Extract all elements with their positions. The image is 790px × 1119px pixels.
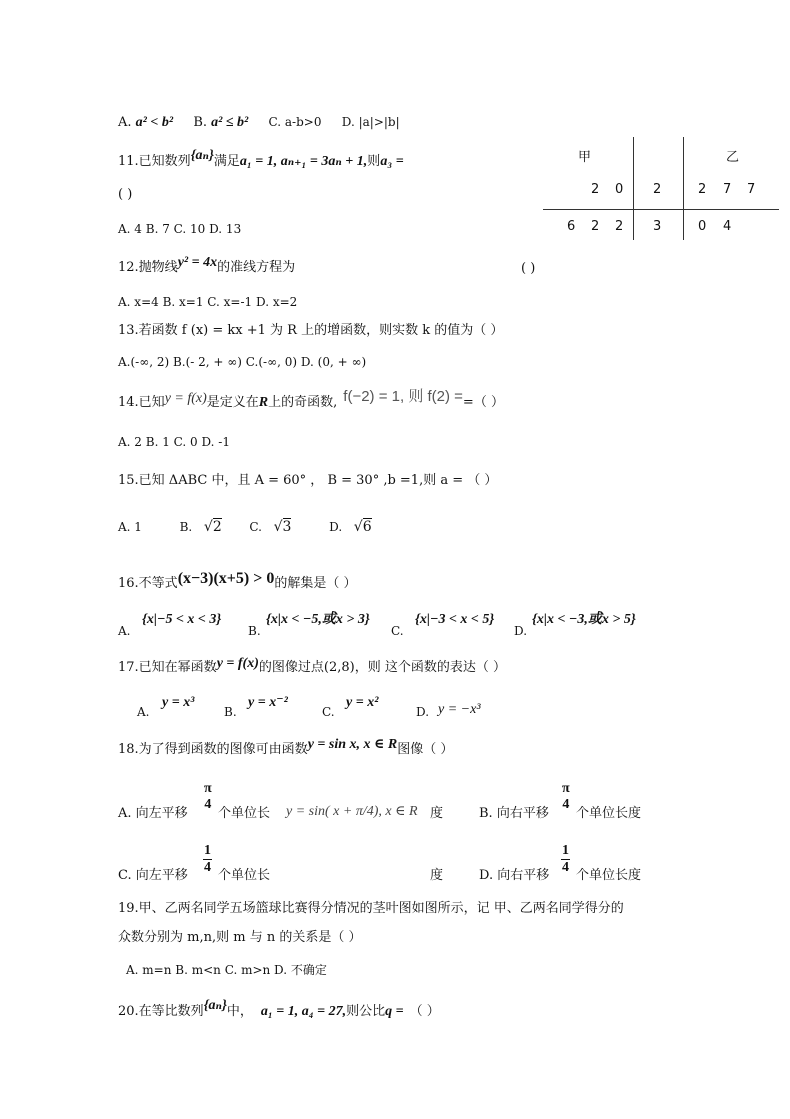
q20-expr-q: q = <box>385 1004 404 1019</box>
q14-options: A. 2 B. 1 C. 0 D. -1 <box>118 435 230 449</box>
q19-options: A. m=n B. m<n C. m>n D. 不确定 <box>126 963 327 977</box>
stem-leaf-right: 4 <box>723 219 732 234</box>
q16-text-pre: 16.不等式 <box>118 576 178 591</box>
q16-option-b-expr: {x|x < −5,或x > 3} <box>266 612 370 627</box>
q17-option-d-expr: y = −x³ <box>438 702 481 717</box>
q15-option-b-label: B. <box>179 520 193 534</box>
q18-option-c-label: C. 向左平移 <box>118 868 188 883</box>
fraction-numerator: π <box>562 781 570 796</box>
q18-option-b-fraction <box>561 781 571 813</box>
q16-option-c-expr: {x|−3 < x < 5} <box>415 612 495 627</box>
q10-options <box>118 113 400 132</box>
sqrt-symbol: √ <box>273 519 283 535</box>
fraction-denominator: 4 <box>204 860 211 875</box>
fraction-denominator: 4 <box>204 797 212 812</box>
q15-option-d-label: D. <box>329 520 343 534</box>
q13-options: A.(-∞, 2) B.(- 2, + ∞) C.(-∞, 0) D. (0, + ∞) <box>118 355 367 369</box>
q16-option-b-label: B. <box>248 624 261 638</box>
q20-text-mid: 中， <box>226 1004 253 1019</box>
sqrt-symbol: √ <box>203 519 213 535</box>
q12-paren: ( ) <box>521 261 536 276</box>
q18-option-a-du: 度 <box>430 806 444 821</box>
q11-expr-seq: {aₙ} <box>190 148 214 163</box>
q16-question <box>118 570 357 593</box>
q20-question <box>118 998 440 1021</box>
q18-option-b-unit: 个单位长度 <box>576 806 642 821</box>
q18-option-d-unit: 个单位长度 <box>576 868 642 883</box>
q19-question-line2: 众数分别为 m,n,则 m 与 n 的关系是（ ） <box>118 930 362 945</box>
q17-expr: y = f(x) <box>216 656 259 671</box>
q17-option-c-label: C. <box>322 705 335 719</box>
stem-leaf-left: 0 <box>615 182 624 197</box>
q16-text-post: 的解集是（ ） <box>274 576 357 591</box>
q14-expr-values: f(−2) = 1, 则 f(2) = <box>343 388 463 405</box>
q18-text-post: 图像（ ） <box>397 742 454 757</box>
q14-question <box>118 388 504 412</box>
q16-option-c-label: C. <box>391 624 404 638</box>
q18-option-a-label: A. 向左平移 <box>118 806 188 821</box>
stem-leaf-left: 2 <box>591 219 600 234</box>
q17-option-b-label: B. <box>224 705 237 719</box>
q18-option-b-label: B. 向右平移 <box>479 806 549 821</box>
q13-question: 13.若函数 f (x) = kx +1 为 R 上的增函数，则实数 k 的值为（ ） <box>118 323 504 338</box>
q11-question <box>118 148 404 171</box>
q11-text-pre: 11.已知数列 <box>118 154 191 169</box>
q20-expr-seq: {aₙ} <box>203 998 227 1013</box>
q15-options <box>118 518 372 536</box>
q18-option-c-unit: 个单位长 <box>218 868 271 883</box>
q17-option-b-expr: y = x⁻² <box>248 695 288 710</box>
q18-option-a-unit: 个单位长 <box>218 806 271 821</box>
stem-left-line <box>633 137 634 240</box>
stem-leaf-plot <box>543 137 779 240</box>
stem-leaf-divider <box>543 209 779 210</box>
q11-paren: ( ) <box>118 187 133 202</box>
q11-text-mid: 满足 <box>213 154 240 169</box>
sqrt-symbol: √ <box>353 519 363 535</box>
stem-value: 2 <box>653 182 662 197</box>
q17-option-a-expr: y = x³ <box>162 695 195 710</box>
q11-expr-a3: a₃ = <box>380 154 404 169</box>
stem-leaf-right: 7 <box>723 182 732 197</box>
q14-text-post: =（ ） <box>462 395 504 410</box>
q14-text-mid: 是定义在 <box>206 395 259 410</box>
stem-right-header: 乙 <box>726 150 740 165</box>
q12-options: A. x=4 B. x=1 C. x=-1 D. x=2 <box>118 295 298 309</box>
q16-option-d-label: D. <box>514 624 528 638</box>
stem-right-line <box>683 137 684 240</box>
q12-expr: y² = 4x <box>177 255 218 270</box>
q16-option-d-expr: {x|x < −3,或x > 5} <box>532 612 636 627</box>
q12-text-post: 的准线方程为 <box>217 260 296 275</box>
q20-text-then: 则公比 <box>346 1004 386 1019</box>
q16-option-a-label: A. <box>118 624 131 638</box>
stem-leaf-left: 2 <box>591 182 600 197</box>
stem-leaf-right: 0 <box>698 219 707 234</box>
fraction-numerator: 1 <box>204 843 211 858</box>
q17-question <box>118 656 506 677</box>
q18-option-a-fraction <box>203 781 213 813</box>
q10-option-b-expr: a² ≤ b² <box>211 115 249 130</box>
q18-text-pre: 18.为了得到函数的图像可由函数 <box>118 742 308 757</box>
q20-paren: （ ） <box>409 1004 440 1019</box>
q10-option-a-expr: a² < b² <box>135 115 174 130</box>
q10-option-d: D. |a|>|b| <box>341 115 400 129</box>
q19-question-line1: 19.甲、乙两名同学五场篮球比赛得分情况的茎叶图如图所示，记 甲、乙两名同学得分的 <box>118 901 624 916</box>
q15-option-c-value: 3 <box>282 519 292 535</box>
fraction-denominator: 4 <box>562 797 570 812</box>
stem-leaf-left: 6 <box>567 219 576 234</box>
q15-option-b-value: 2 <box>212 519 222 535</box>
q14-text-pre: 14.已知 <box>118 395 165 410</box>
q11-text-then: 则 <box>367 154 381 169</box>
fraction-numerator: π <box>204 781 212 796</box>
q14-expr-function: y = f(x) <box>164 391 207 406</box>
fraction-denominator: 4 <box>562 860 569 875</box>
q17-option-d-label: D. <box>416 705 430 719</box>
q15-option-c-label: C. <box>249 520 262 534</box>
q17-text-pre: 17.已知在幂函数 <box>118 660 217 675</box>
q15-option-d-value: 6 <box>362 519 372 535</box>
q18-question <box>118 737 454 759</box>
q11-options: A. 4 B. 7 C. 10 D. 13 <box>118 222 242 236</box>
q16-option-a-expr: {x|−5 < x < 3} <box>142 612 222 627</box>
q11-expr-recurrence: a₁ = 1, aₙ₊₁ = 3aₙ + 1, <box>239 154 368 169</box>
q10-option-c: C. a-b>0 <box>268 115 322 129</box>
q18-target-function: y = sin( x + π/4), x ∈ R <box>286 804 418 819</box>
q15-option-a: A. 1 <box>118 520 142 534</box>
fraction-numerator: 1 <box>562 843 569 858</box>
stem-leaf-right: 7 <box>747 182 756 197</box>
q17-option-c-expr: y = x² <box>346 695 379 710</box>
q18-expr: y = sin x, x ∈ R <box>307 737 398 752</box>
q14-expr-domain: R <box>258 395 269 410</box>
q20-text-pre: 20.在等比数列 <box>118 1004 204 1019</box>
q17-option-a-label: A. <box>137 705 150 719</box>
q12-question <box>118 255 296 277</box>
q18-option-d-fraction <box>561 843 570 876</box>
q18-option-d-label: D. 向右平移 <box>479 868 550 883</box>
q15-question: 15.已知 ΔABC 中，且 A = 60° ， B = 30° ,b =1,则 a = （ ） <box>118 473 498 488</box>
q10-option-a-label: A. <box>118 115 132 130</box>
q10-option-b-label: B. <box>193 115 208 130</box>
q12-text-pre: 12.抛物线 <box>118 260 178 275</box>
q16-expr: (x−3)(x+5) > 0 <box>177 570 275 587</box>
stem-leaf-left: 2 <box>615 219 624 234</box>
stem-value: 3 <box>653 219 662 234</box>
q17-text-post: 的图像过点(2,8)，则 这个函数的表达（ ） <box>258 660 506 675</box>
q20-expr-terms: a₁ = 1, a₄ = 27, <box>260 1004 347 1019</box>
q18-option-c-du: 度 <box>430 868 444 883</box>
q14-text-mid2: 上的奇函数, <box>268 395 338 410</box>
q18-option-c-fraction <box>203 843 212 876</box>
stem-leaf-right: 2 <box>698 182 707 197</box>
stem-left-header: 甲 <box>578 150 592 165</box>
